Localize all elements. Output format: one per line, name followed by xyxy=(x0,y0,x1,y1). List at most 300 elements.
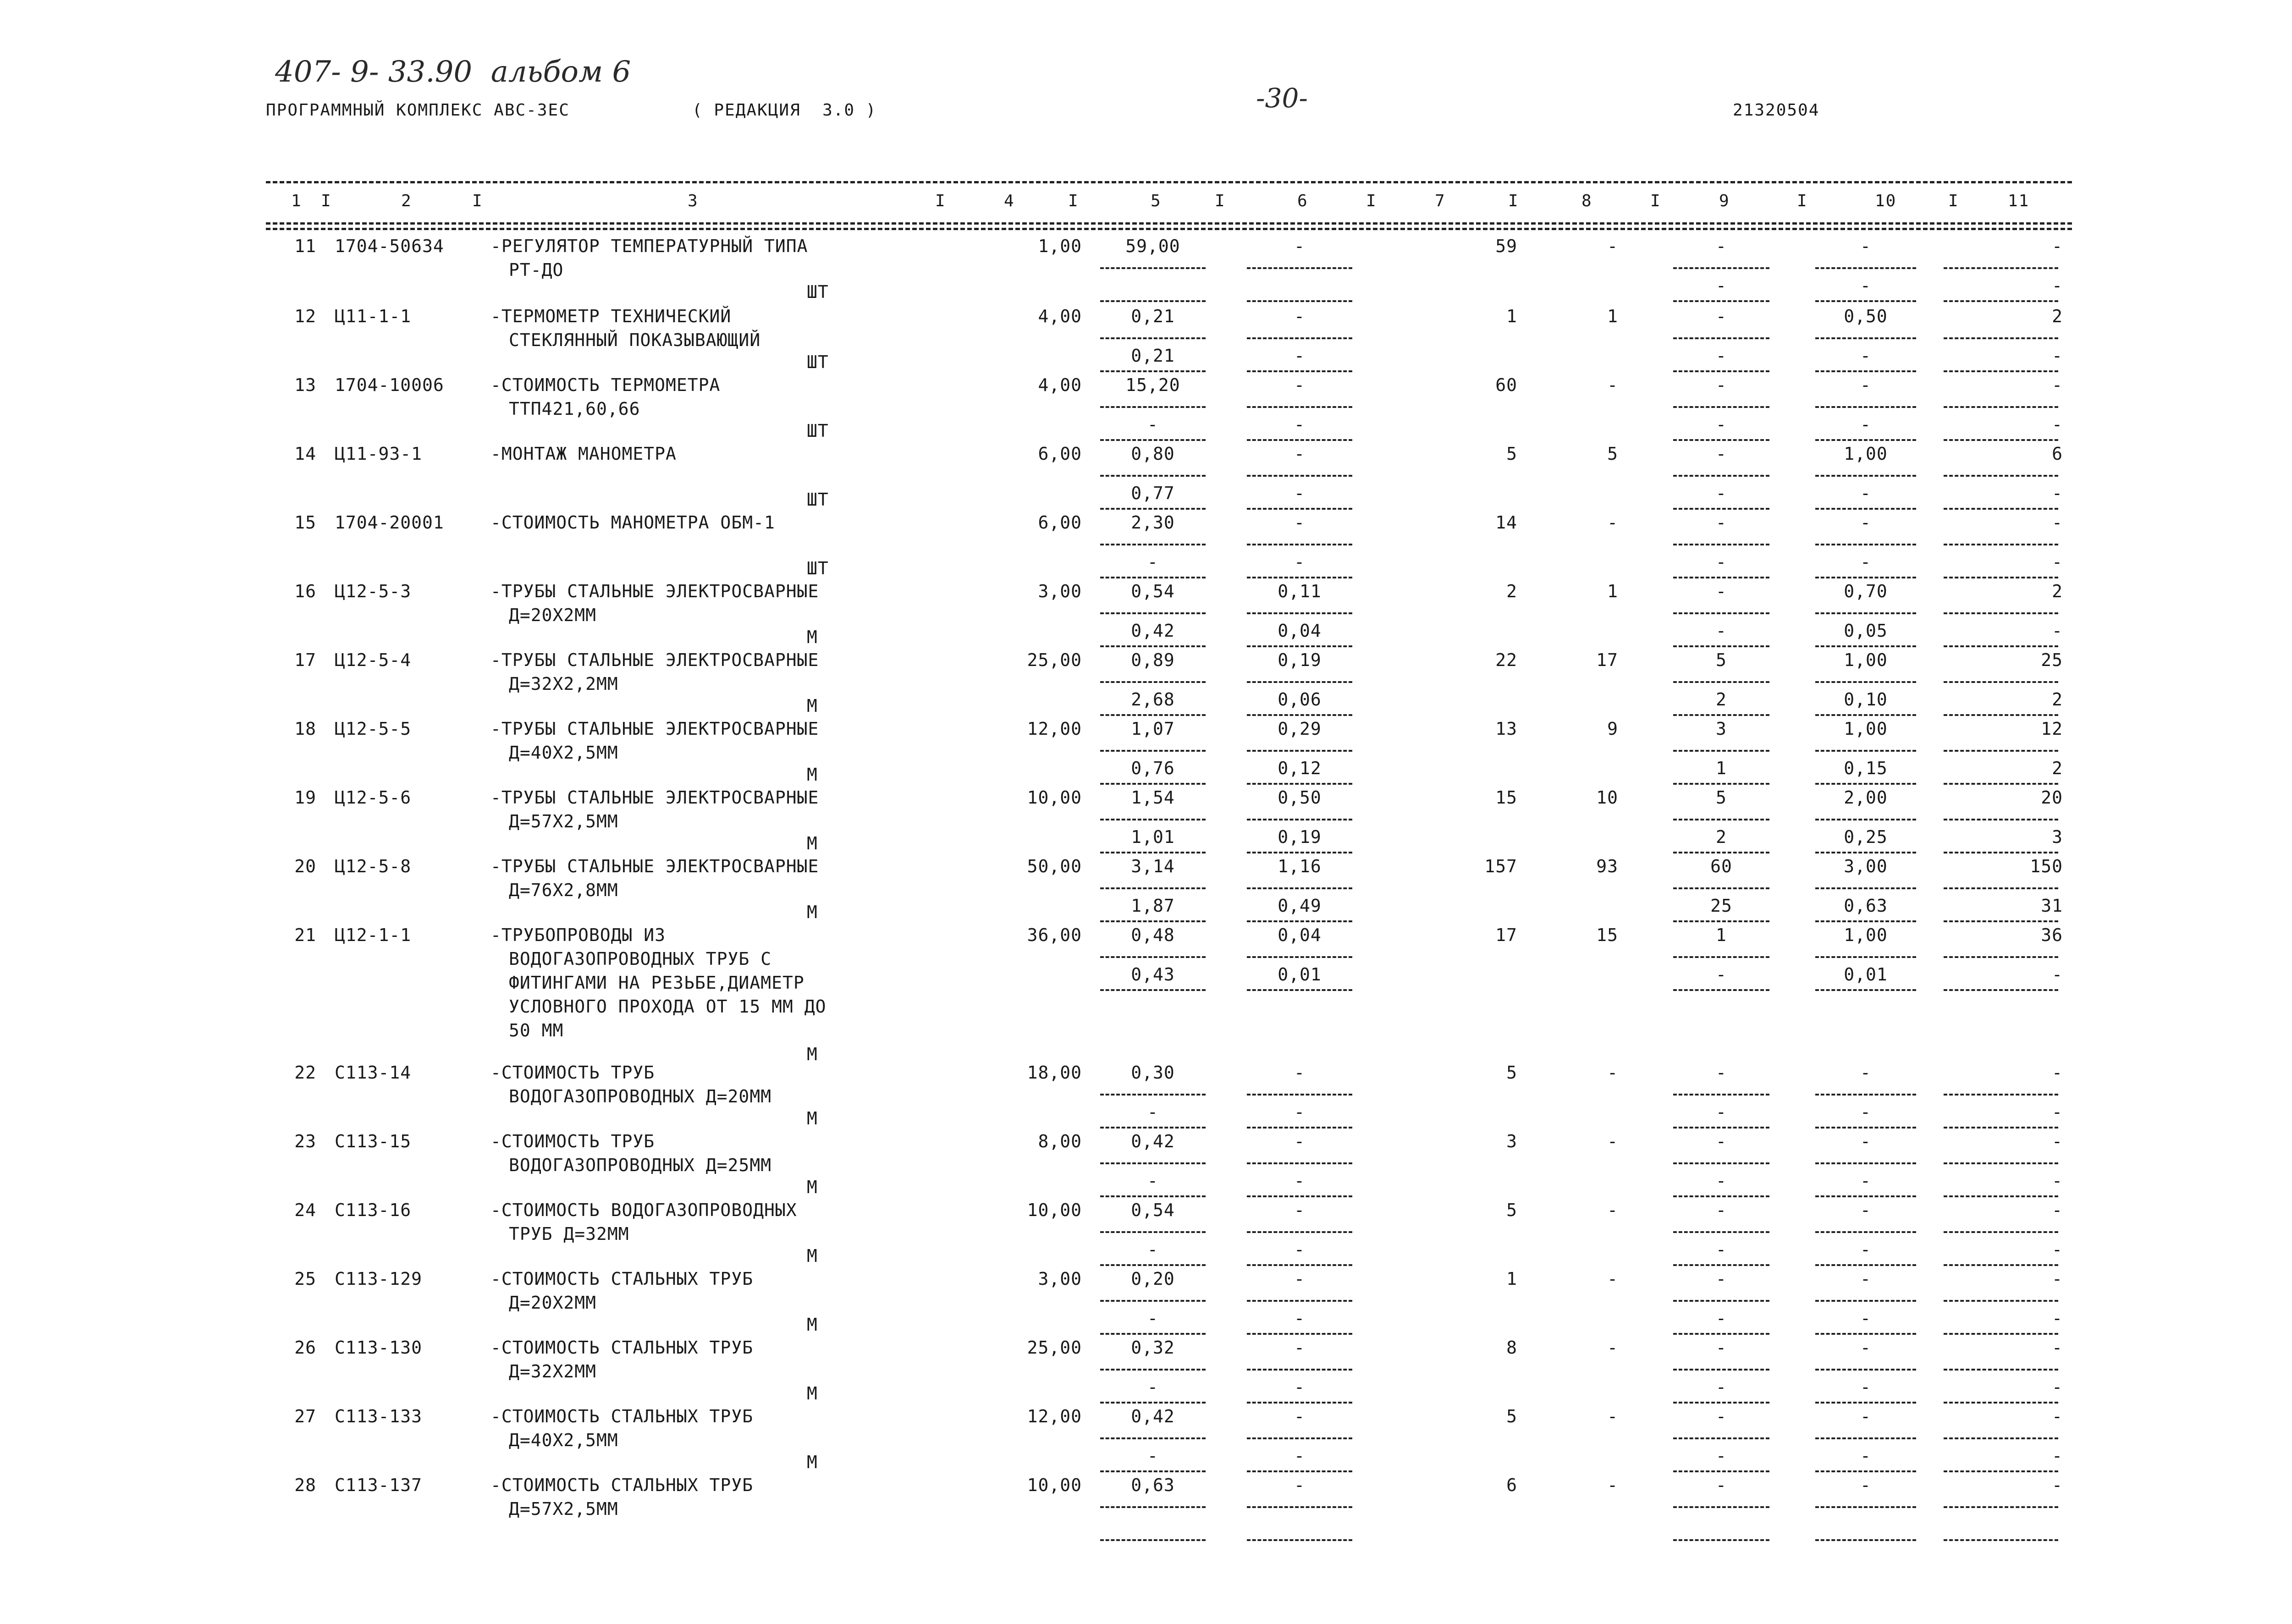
cell-underline xyxy=(1247,475,1352,477)
cell-underline xyxy=(1100,337,1206,339)
row-c5-primary: 0,42 xyxy=(1131,1406,1175,1426)
row-col8: 9 xyxy=(1607,719,1618,739)
cell-underline xyxy=(1673,645,1769,647)
row-col7: 22 xyxy=(1495,650,1517,670)
row-number: 19 xyxy=(294,787,316,808)
cell-underline xyxy=(1815,852,1916,853)
cell-underline xyxy=(1247,1094,1352,1096)
cell-underline xyxy=(1247,887,1352,889)
row-name-line: -СТОИМОСТЬ СТАЛЬНЫХ ТРУБ xyxy=(490,1406,754,1426)
column-header-11: 11 xyxy=(2008,192,2030,210)
row-c10-primary: - xyxy=(1860,1200,1871,1220)
row-quantity: 12,00 xyxy=(1027,719,1082,739)
cell-underline xyxy=(1815,577,1916,578)
row-c11-secondary: 3 xyxy=(2052,827,2063,847)
cell-underline xyxy=(1815,681,1916,683)
row-c11-primary: - xyxy=(2052,1269,2063,1289)
cell-underline xyxy=(1673,1300,1769,1302)
row-number: 28 xyxy=(294,1475,316,1495)
cell-underline xyxy=(1100,819,1206,820)
row-name-line: Д=32Х2ММ xyxy=(509,1361,597,1382)
row-name-line: -ТРУБЫ СТАЛЬНЫЕ ЭЛЕКТРОСВАРНЫЕ xyxy=(490,581,819,601)
cell-underline xyxy=(1815,1094,1916,1096)
cell-underline xyxy=(1247,956,1352,958)
cell-underline xyxy=(1247,645,1352,647)
row-name-line: Д=20Х2ММ xyxy=(509,605,597,625)
row-quantity: 25,00 xyxy=(1027,1338,1082,1358)
cell-underline xyxy=(1247,1333,1352,1335)
row-number: 17 xyxy=(294,650,316,670)
cell-underline xyxy=(1247,1506,1352,1508)
cell-underline xyxy=(1673,1539,1769,1541)
cell-underline xyxy=(1100,1402,1206,1404)
cell-underline xyxy=(1247,750,1352,752)
row-c6-primary: - xyxy=(1294,1062,1305,1083)
row-name-line: -СТОИМОСТЬ СТАЛЬНЫХ ТРУБ xyxy=(490,1475,754,1495)
cell-underline xyxy=(1815,1127,1916,1129)
row-unit: ШТ xyxy=(807,282,829,302)
row-col7: 13 xyxy=(1495,719,1517,739)
cell-underline xyxy=(1247,439,1352,441)
cell-underline xyxy=(1673,612,1769,614)
row-name-line: -СТОИМОСТЬ ТЕРМОМЕТРА xyxy=(490,375,721,395)
page-number: -30- xyxy=(1256,83,1308,114)
cell-underline xyxy=(1673,1369,1769,1371)
row-quantity: 3,00 xyxy=(1038,581,1082,601)
cell-underline xyxy=(1247,337,1352,339)
cell-underline xyxy=(1247,989,1352,991)
row-number: 16 xyxy=(294,581,316,601)
row-c5-primary: 0,42 xyxy=(1131,1131,1175,1151)
row-name-line: 50 ММ xyxy=(509,1020,564,1040)
row-quantity: 25,00 xyxy=(1027,650,1082,670)
row-c10-secondary: - xyxy=(1860,414,1871,435)
row-c6-secondary: 0,49 xyxy=(1278,896,1322,916)
row-c10-primary: - xyxy=(1860,1406,1871,1426)
row-code: С113-137 xyxy=(335,1475,423,1495)
document-code: 21320504 xyxy=(1733,101,1820,120)
row-number: 15 xyxy=(294,512,316,533)
row-c11-primary: - xyxy=(2052,1131,2063,1151)
row-code: С113-130 xyxy=(335,1338,423,1358)
row-c9-secondary: - xyxy=(1716,483,1727,503)
row-c11-secondary: - xyxy=(2052,1171,2063,1191)
row-number: 13 xyxy=(294,375,316,395)
cell-underline xyxy=(1247,1162,1352,1164)
row-c5-secondary: 2,68 xyxy=(1131,689,1175,710)
row-c11-primary: - xyxy=(2052,375,2063,395)
cell-underline xyxy=(1247,1264,1352,1266)
cell-underline xyxy=(1673,1094,1769,1096)
row-c10-secondary: - xyxy=(1860,275,1871,296)
row-c9-secondary: - xyxy=(1716,964,1727,985)
row-quantity: 10,00 xyxy=(1027,1475,1082,1495)
column-separator: I xyxy=(1650,192,1661,210)
row-c11-secondary: 31 xyxy=(2041,896,2063,916)
row-c6-primary: - xyxy=(1294,236,1305,256)
row-c9-primary: 3 xyxy=(1716,719,1727,739)
cell-underline xyxy=(1247,267,1352,269)
row-c9-secondary: - xyxy=(1716,1377,1727,1397)
column-header-8: 8 xyxy=(1581,192,1592,210)
row-c11-primary: - xyxy=(2052,1338,2063,1358)
row-c9-primary: - xyxy=(1716,1475,1727,1495)
column-separator: I xyxy=(321,192,332,210)
cell-underline xyxy=(1673,783,1769,785)
row-c9-secondary: - xyxy=(1716,1171,1727,1191)
row-name-line: Д=57Х2,5ММ xyxy=(509,811,618,831)
row-c10-primary: 1,00 xyxy=(1844,719,1888,739)
row-col7: 14 xyxy=(1495,512,1517,533)
cell-underline xyxy=(1100,887,1206,889)
row-c9-secondary: 25 xyxy=(1710,896,1732,916)
row-c10-secondary: - xyxy=(1860,346,1871,366)
row-c10-secondary: 0,15 xyxy=(1844,758,1888,778)
cell-underline xyxy=(1944,267,2058,269)
row-c9-secondary: - xyxy=(1716,1239,1727,1260)
row-unit: ШТ xyxy=(807,490,829,510)
row-code: Ц12-1-1 xyxy=(335,925,412,945)
cell-underline xyxy=(1815,1162,1916,1164)
row-name-line: СТЕКЛЯННЫЙ ПОКАЗЫВАЮЩИЙ xyxy=(509,330,761,350)
cell-underline xyxy=(1247,612,1352,614)
row-c11-secondary: - xyxy=(2052,964,2063,985)
row-c10-primary: 1,00 xyxy=(1844,444,1888,464)
row-name-line: -СТОИМОСТЬ ТРУБ xyxy=(490,1062,655,1083)
row-name-line: ВОДОГАЗОПРОВОДНЫХ Д=25ММ xyxy=(509,1155,772,1175)
row-c10-primary: - xyxy=(1860,1131,1871,1151)
table-header-rule xyxy=(266,222,2072,225)
column-header-4: 4 xyxy=(1004,192,1015,210)
row-c11-primary: 2 xyxy=(2052,306,2063,326)
cell-underline xyxy=(1673,406,1769,408)
program-title: ПРОГРАММНЫЙ КОМПЛЕКС АВС-3ЕС xyxy=(266,101,570,120)
row-col8: - xyxy=(1607,1131,1618,1151)
cell-underline xyxy=(1815,1231,1916,1233)
row-c9-secondary: - xyxy=(1716,1446,1727,1466)
row-unit: М xyxy=(807,1315,818,1335)
row-code: С113-14 xyxy=(335,1062,412,1083)
row-name-line: ВОДОГАЗОПРОВОДНЫХ Д=20ММ xyxy=(509,1086,772,1107)
cell-underline xyxy=(1673,1231,1769,1233)
row-col8: 5 xyxy=(1607,444,1618,464)
cell-underline xyxy=(1673,1195,1769,1197)
cell-underline xyxy=(1673,956,1769,958)
cell-underline xyxy=(1815,1369,1916,1371)
cell-underline xyxy=(1815,819,1916,820)
cell-underline xyxy=(1815,1437,1916,1439)
row-col7: 6 xyxy=(1506,1475,1517,1495)
cell-underline xyxy=(1944,989,2058,991)
cell-underline xyxy=(1100,681,1206,683)
cell-underline xyxy=(1944,1231,2058,1233)
cell-underline xyxy=(1944,406,2058,408)
row-unit: М xyxy=(807,696,818,716)
cell-underline xyxy=(1944,714,2058,716)
row-c9-secondary: 2 xyxy=(1716,689,1727,710)
row-unit: М xyxy=(807,1044,818,1064)
row-name-line: Д=76Х2,8ММ xyxy=(509,880,618,900)
row-c11-secondary: - xyxy=(2052,1102,2063,1122)
row-c9-primary: - xyxy=(1716,1131,1727,1151)
row-quantity: 4,00 xyxy=(1038,306,1082,326)
cell-underline xyxy=(1944,475,2058,477)
row-c6-secondary: 0,19 xyxy=(1278,827,1322,847)
row-c11-secondary: - xyxy=(2052,621,2063,641)
cell-underline xyxy=(1247,406,1352,408)
cell-underline xyxy=(1815,337,1916,339)
row-name-line: -ТРУБЫ СТАЛЬНЫЕ ЭЛЕКТРОСВАРНЫЕ xyxy=(490,787,819,808)
cell-underline xyxy=(1815,1470,1916,1472)
row-name-line: -ТРУБЫ СТАЛЬНЫЕ ЭЛЕКТРОСВАРНЫЕ xyxy=(490,856,819,876)
row-c10-primary: - xyxy=(1860,1062,1871,1083)
row-c6-secondary: - xyxy=(1294,1446,1305,1466)
row-c11-secondary: - xyxy=(2052,552,2063,572)
row-c9-secondary: - xyxy=(1716,346,1727,366)
row-c9-primary: - xyxy=(1716,1338,1727,1358)
row-c11-primary: - xyxy=(2052,236,2063,256)
cell-underline xyxy=(1247,681,1352,683)
row-col8: - xyxy=(1607,1475,1618,1495)
cell-underline xyxy=(1247,1127,1352,1129)
row-col8: - xyxy=(1607,375,1618,395)
row-name-line: -ТРУБЫ СТАЛЬНЫЕ ЭЛЕКТРОСВАРНЫЕ xyxy=(490,719,819,739)
row-c6-secondary: - xyxy=(1294,1377,1305,1397)
row-c5-secondary: 0,43 xyxy=(1131,964,1175,985)
cell-underline xyxy=(1100,370,1206,372)
row-c9-secondary: - xyxy=(1716,621,1727,641)
cell-underline xyxy=(1100,1506,1206,1508)
row-code: Ц11-1-1 xyxy=(335,306,412,326)
cell-underline xyxy=(1673,300,1769,302)
row-unit: М xyxy=(807,833,818,853)
row-c5-primary: 0,80 xyxy=(1131,444,1175,464)
row-c5-secondary: - xyxy=(1147,1377,1158,1397)
row-c6-primary: 0,19 xyxy=(1278,650,1322,670)
row-code: С113-16 xyxy=(335,1200,412,1220)
cell-underline xyxy=(1944,852,2058,853)
cell-underline xyxy=(1100,1437,1206,1439)
row-quantity: 6,00 xyxy=(1038,444,1082,464)
row-c10-primary: - xyxy=(1860,1338,1871,1358)
cell-underline xyxy=(1815,750,1916,752)
row-c9-primary: - xyxy=(1716,581,1727,601)
cell-underline xyxy=(1815,1195,1916,1197)
row-c9-primary: - xyxy=(1716,236,1727,256)
row-name-line: ФИТИНГАМИ НА РЕЗЬБЕ,ДИАМЕТР xyxy=(509,973,804,993)
row-c9-secondary: 1 xyxy=(1716,758,1727,778)
row-col8: - xyxy=(1607,1269,1618,1289)
cell-underline xyxy=(1815,920,1916,922)
cell-underline xyxy=(1944,1470,2058,1472)
row-c11-primary: 25 xyxy=(2041,650,2063,670)
column-separator: I xyxy=(1068,192,1079,210)
row-c5-primary: 15,20 xyxy=(1125,375,1180,395)
cell-underline xyxy=(1100,1539,1206,1541)
cell-underline xyxy=(1944,1195,2058,1197)
row-c5-secondary: 0,77 xyxy=(1131,483,1175,503)
cell-underline xyxy=(1815,612,1916,614)
row-name-line: Д=40Х2,5ММ xyxy=(509,1430,618,1450)
cell-underline xyxy=(1247,1231,1352,1233)
row-c11-secondary: - xyxy=(2052,346,2063,366)
row-c6-primary: - xyxy=(1294,1406,1305,1426)
row-c5-primary: 1,07 xyxy=(1131,719,1175,739)
cell-underline xyxy=(1944,645,2058,647)
cell-underline xyxy=(1944,1539,2058,1541)
row-c5-secondary: - xyxy=(1147,414,1158,435)
row-c10-primary: - xyxy=(1860,1269,1871,1289)
cell-underline xyxy=(1815,956,1916,958)
cell-underline xyxy=(1944,577,2058,578)
cell-underline xyxy=(1944,819,2058,820)
row-c6-secondary: - xyxy=(1294,552,1305,572)
column-header-7: 7 xyxy=(1435,192,1446,210)
column-header-3: 3 xyxy=(688,192,699,210)
cell-underline xyxy=(1673,267,1769,269)
row-c9-primary: 1 xyxy=(1716,925,1727,945)
cell-underline xyxy=(1100,852,1206,853)
row-c5-secondary: - xyxy=(1147,552,1158,572)
row-c6-primary: - xyxy=(1294,1131,1305,1151)
edition-label: ( РЕДАКЦИЯ 3.0 ) xyxy=(692,101,877,120)
row-c6-secondary: - xyxy=(1294,346,1305,366)
row-col8: 1 xyxy=(1607,581,1618,601)
row-c6-primary: - xyxy=(1294,375,1305,395)
row-c10-primary: 1,00 xyxy=(1844,925,1888,945)
cell-underline xyxy=(1815,714,1916,716)
row-c5-secondary: 0,42 xyxy=(1131,621,1175,641)
cell-underline xyxy=(1100,300,1206,302)
row-quantity: 1,00 xyxy=(1038,236,1082,256)
row-c11-secondary: 2 xyxy=(2052,689,2063,710)
cell-underline xyxy=(1673,337,1769,339)
row-c9-primary: - xyxy=(1716,306,1727,326)
row-c5-secondary: 1,01 xyxy=(1131,827,1175,847)
row-code: С113-133 xyxy=(335,1406,423,1426)
row-col7: 17 xyxy=(1495,925,1517,945)
cell-underline xyxy=(1944,1437,2058,1439)
row-c6-primary: 1,16 xyxy=(1278,856,1322,876)
row-name-line: Д=57Х2,5ММ xyxy=(509,1499,618,1519)
row-c9-secondary: - xyxy=(1716,414,1727,435)
row-c5-secondary: - xyxy=(1147,1102,1158,1122)
row-c10-secondary: 0,25 xyxy=(1844,827,1888,847)
row-col7: 8 xyxy=(1506,1338,1517,1358)
cell-underline xyxy=(1100,577,1206,578)
cell-underline xyxy=(1944,1162,2058,1164)
row-c6-secondary: 0,06 xyxy=(1278,689,1322,710)
cell-underline xyxy=(1673,544,1769,545)
cell-underline xyxy=(1673,819,1769,820)
row-col8: - xyxy=(1607,1406,1618,1426)
row-c11-secondary: - xyxy=(2052,1377,2063,1397)
cell-underline xyxy=(1944,956,2058,958)
row-unit: М xyxy=(807,765,818,785)
row-unit: ШТ xyxy=(807,352,829,372)
row-c5-primary: 2,30 xyxy=(1131,512,1175,533)
row-c5-primary: 0,21 xyxy=(1131,306,1175,326)
row-c9-primary: - xyxy=(1716,1200,1727,1220)
row-code: С113-15 xyxy=(335,1131,412,1151)
row-c9-secondary: - xyxy=(1716,552,1727,572)
cell-underline xyxy=(1673,1333,1769,1335)
row-quantity: 4,00 xyxy=(1038,375,1082,395)
row-c6-secondary: 0,04 xyxy=(1278,621,1322,641)
row-number: 27 xyxy=(294,1406,316,1426)
row-code: Ц12-5-6 xyxy=(335,787,412,808)
cell-underline xyxy=(1815,406,1916,408)
column-header-6: 6 xyxy=(1297,192,1308,210)
row-c6-secondary: 0,12 xyxy=(1278,758,1322,778)
row-c5-primary: 0,30 xyxy=(1131,1062,1175,1083)
row-c11-primary: - xyxy=(2052,512,2063,533)
row-number: 21 xyxy=(294,925,316,945)
row-quantity: 18,00 xyxy=(1027,1062,1082,1083)
row-col7: 15 xyxy=(1495,787,1517,808)
cell-underline xyxy=(1247,508,1352,510)
row-c10-primary: 0,50 xyxy=(1844,306,1888,326)
row-c10-primary: - xyxy=(1860,375,1871,395)
cell-underline xyxy=(1815,887,1916,889)
cell-underline xyxy=(1100,508,1206,510)
cell-underline xyxy=(1100,544,1206,545)
row-code: С113-129 xyxy=(335,1269,423,1289)
cell-underline xyxy=(1247,577,1352,578)
row-col8: 15 xyxy=(1596,925,1618,945)
cell-underline xyxy=(1673,681,1769,683)
row-unit: М xyxy=(807,627,818,647)
cell-underline xyxy=(1815,1539,1916,1541)
row-c11-primary: 12 xyxy=(2041,719,2063,739)
cell-underline xyxy=(1673,750,1769,752)
row-number: 23 xyxy=(294,1131,316,1151)
row-c6-secondary: - xyxy=(1294,1239,1305,1260)
row-c11-primary: - xyxy=(2052,1475,2063,1495)
row-name-line: ВОДОГАЗОПРОВОДНЫХ ТРУБ С xyxy=(509,949,772,969)
row-c5-primary: 0,54 xyxy=(1131,1200,1175,1220)
cell-underline xyxy=(1944,337,2058,339)
cell-underline xyxy=(1815,989,1916,991)
row-c9-primary: 5 xyxy=(1716,787,1727,808)
cell-underline xyxy=(1247,1402,1352,1404)
cell-underline xyxy=(1673,887,1769,889)
row-col8: - xyxy=(1607,1062,1618,1083)
cell-underline xyxy=(1944,887,2058,889)
cell-underline xyxy=(1673,1127,1769,1129)
row-col8: - xyxy=(1607,1338,1618,1358)
row-col7: 1 xyxy=(1506,1269,1517,1289)
row-c10-secondary: - xyxy=(1860,552,1871,572)
row-c5-secondary: 1,87 xyxy=(1131,896,1175,916)
cell-underline xyxy=(1944,1333,2058,1335)
row-c10-secondary: - xyxy=(1860,1171,1871,1191)
row-name-line: -СТОИМОСТЬ МАНОМЕТРА ОБМ-1 xyxy=(490,512,775,533)
cell-underline xyxy=(1100,1127,1206,1129)
row-code: Ц12-5-5 xyxy=(335,719,412,739)
cell-underline xyxy=(1100,267,1206,269)
row-unit: ШТ xyxy=(807,421,829,441)
row-c6-primary: - xyxy=(1294,1475,1305,1495)
row-col7: 157 xyxy=(1484,856,1517,876)
cell-underline xyxy=(1247,300,1352,302)
row-number: 24 xyxy=(294,1200,316,1220)
cell-underline xyxy=(1100,1231,1206,1233)
row-c10-primary: 3,00 xyxy=(1844,856,1888,876)
row-c9-primary: - xyxy=(1716,512,1727,533)
handwritten-reference: 407- 9- 33.90 альбом 6 xyxy=(275,55,631,89)
row-c10-primary: 0,70 xyxy=(1844,581,1888,601)
